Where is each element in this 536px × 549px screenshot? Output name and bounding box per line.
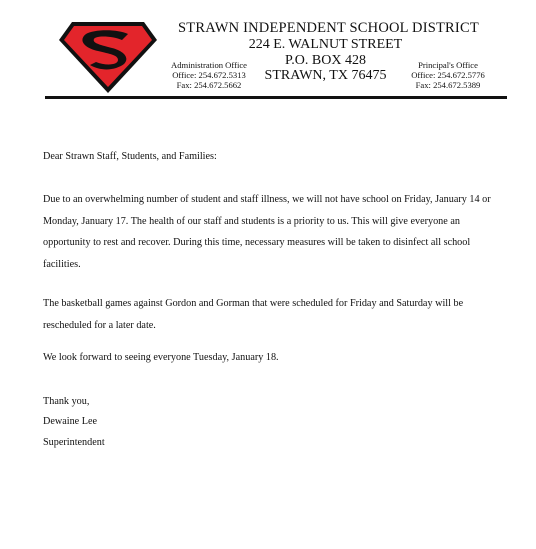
administration-office-block	[160, 60, 258, 90]
superman-shield-logo-icon	[58, 20, 158, 94]
paragraph-1-line: facilities.	[43, 258, 81, 270]
signer-title: Superintendent	[43, 437, 105, 448]
signer-name: Dewaine Lee	[43, 416, 98, 427]
salutation: Dear Strawn Staff, Students, and Families:	[43, 151, 217, 162]
paragraph-1	[43, 189, 491, 275]
principal-office-fax: Fax: 254.672.5389	[415, 80, 481, 90]
principal-office-block	[398, 60, 498, 90]
principal-office-title: Principal's Office	[418, 60, 478, 70]
paragraph-2	[43, 293, 463, 336]
paragraph-3: We look forward to seeing everyone Tuesday, January 18.	[43, 352, 279, 363]
paragraph-1-line: opportunity to rest and recover. During this time, necessary measures will be taken to disinfect all school	[43, 237, 471, 248]
admin-office-phone: Office: 254.672.5313	[172, 70, 246, 80]
principal-office-phone: Office: 254.672.5776	[411, 70, 485, 80]
paragraph-1-line: Due to an overwhelming number of student and staff illness, we will not have school on Friday, January 14 or	[43, 194, 491, 205]
admin-office-title: Administration Office	[171, 60, 247, 70]
district-name: STRAWN INDEPENDENT SCHOOL DISTRICT	[178, 20, 479, 36]
paragraph-2-line: The basketball games against Gordon and Gorman that were scheduled for Friday and Saturday will be	[43, 298, 464, 309]
paragraph-1-line: Monday, January 17. The health of our staff and students is a priority to us. This will give everyone an	[43, 215, 460, 227]
district-city-state-zip: STRAWN, TX 76475	[264, 68, 387, 83]
district-po-box: P.O. BOX 428	[285, 53, 366, 68]
closing: Thank you,	[43, 396, 90, 407]
district-street: 224 E. WALNUT STREET	[248, 37, 403, 52]
admin-office-fax: Fax: 254.672.5662	[176, 80, 242, 90]
paragraph-2-line: rescheduled for a later date.	[43, 319, 156, 331]
header-divider	[45, 96, 507, 99]
